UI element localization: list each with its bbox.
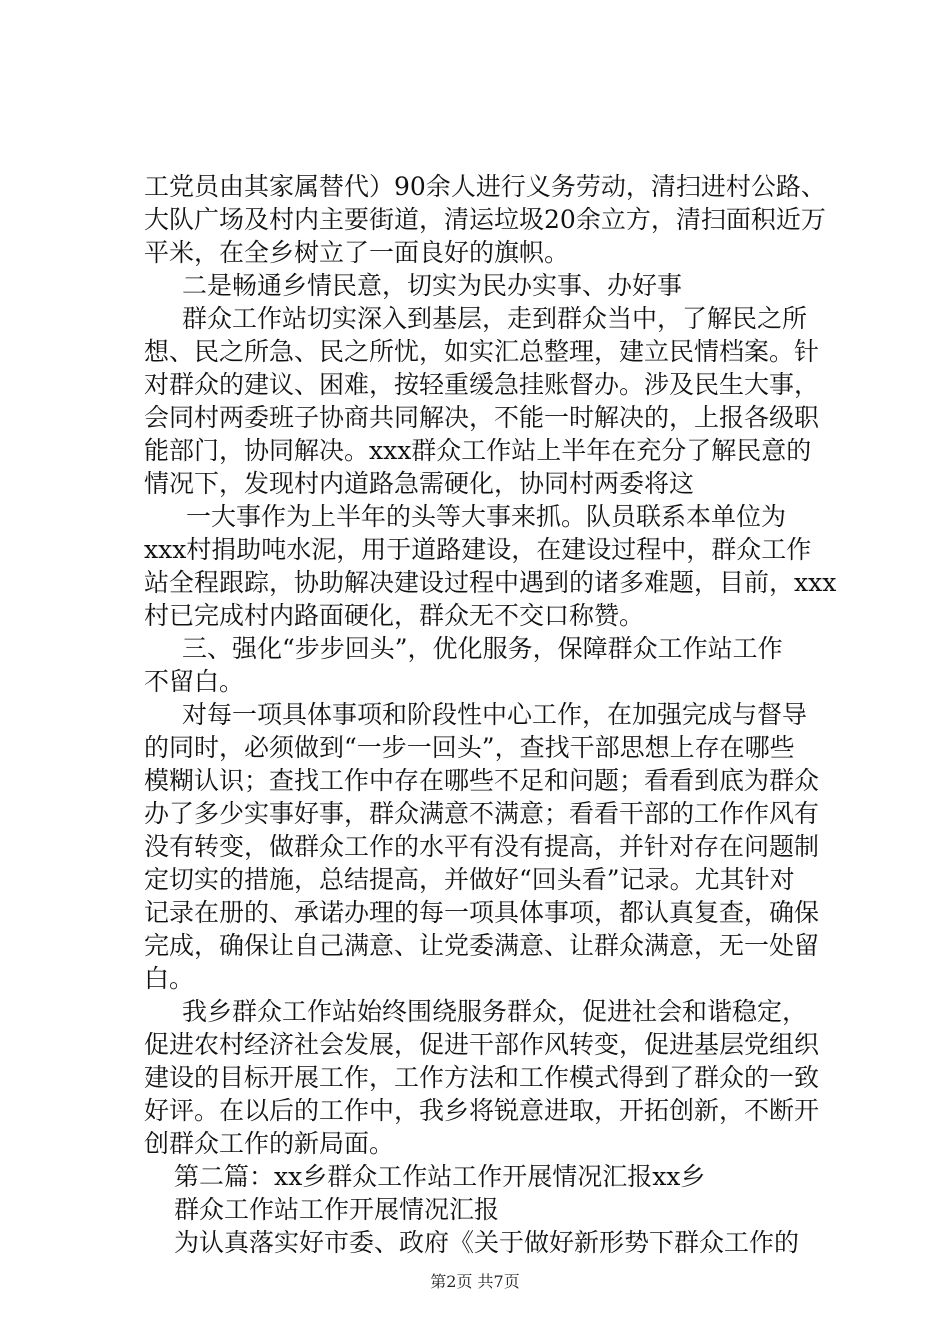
text-line: 办了多少实事好事，群众满意不满意；看看干部的工作作风有: [144, 799, 820, 828]
text-line: 工党员由其家属替代）90余人进行义务劳动，清扫进村公路、: [144, 172, 826, 201]
text-line: 我乡群众工作站始终围绕服务群众，促进社会和谐稳定，: [182, 997, 808, 1026]
text-line: 白。: [144, 964, 195, 993]
text-line: 完成，确保让自己满意、让党委满意、让群众满意，无一处留: [144, 931, 820, 960]
text-line: 模糊认识；查找工作中存在哪些不足和问题；看看到底为群众: [144, 766, 820, 795]
text-line: 记录在册的、承诺办理的每一项具体事项，都认真复查，确保: [144, 898, 820, 927]
page-footer: [0, 1272, 950, 1292]
text-line: xxx村捐助吨水泥，用于道路建设，在建设过程中，群众工作: [144, 535, 812, 564]
text-line: 平米，在全乡树立了一面良好的旗帜。: [144, 238, 570, 267]
text-line: 为认真落实好市委、政府《关于做好新形势下群众工作的: [174, 1228, 800, 1257]
text-line: 好评。在以后的工作中，我乡将锐意进取，开拓创新，不断开: [144, 1096, 820, 1125]
text-line: 对群众的建议、困难，按轻重缓急挂账督办。涉及民生大事，: [144, 370, 820, 399]
text-line: 的同时，必须做到“一步一回头”，查找干部思想上存在哪些: [144, 733, 795, 762]
text-line: 促进农村经济社会发展，促进干部作风转变，促进基层党组织: [144, 1030, 820, 1059]
text-line: 没有转变，做群众工作的水平有没有提高，并针对存在问题制: [144, 832, 820, 861]
text-line: 创群众工作的新局面。: [144, 1129, 395, 1158]
text-line: 不留白。: [144, 667, 245, 696]
text-line: 站全程跟踪，协助解决建设过程中遇到的诸多难题，目前，xxx: [144, 568, 837, 597]
text-line: 三、强化“步步回头”，优化服务，保障群众工作站工作: [182, 634, 783, 663]
text-line: 二是畅通乡情民意，切实为民办实事、办好事: [182, 271, 683, 300]
text-line: 会同村两委班子协商共同解决，不能一时解决的，上报各级职: [144, 403, 820, 432]
text-line: 定切实的措施，总结提高，并做好“回头看”记录。尤其针对: [144, 865, 795, 894]
text-line: 对每一项具体事项和阶段性中心工作，在加强完成与督导: [182, 700, 808, 729]
text-line: 大队广场及村内主要街道，清运垃圾20余立方，清扫面积近万: [144, 205, 826, 234]
text-line: 想、民之所急、民之所忧，如实汇总整理，建立民情档案。针: [144, 337, 820, 366]
section-heading-line: 群众工作站工作开展情况汇报: [174, 1195, 500, 1224]
text-line: 情况下，发现村内道路急需硬化，协同村两委将这: [144, 469, 695, 498]
text-line: 群众工作站切实深入到基层，走到群众当中，了解民之所: [182, 304, 808, 333]
section-heading-line: 第二篇：xx乡群众工作站工作开展情况汇报xx乡: [174, 1162, 706, 1191]
text-line: 建设的目标开展工作，工作方法和工作模式得到了群众的一致: [144, 1063, 820, 1092]
text-line: 一大事作为上半年的头等大事来抓。队员联系本单位为: [186, 502, 787, 531]
text-line: 能部门，协同解决。xxx群众工作站上半年在充分了解民意的: [144, 436, 812, 465]
page-number-label: 第2页 共7页: [430, 1272, 520, 1291]
text-line: 村已完成村内路面硬化，群众无不交口称赞。: [144, 601, 645, 630]
